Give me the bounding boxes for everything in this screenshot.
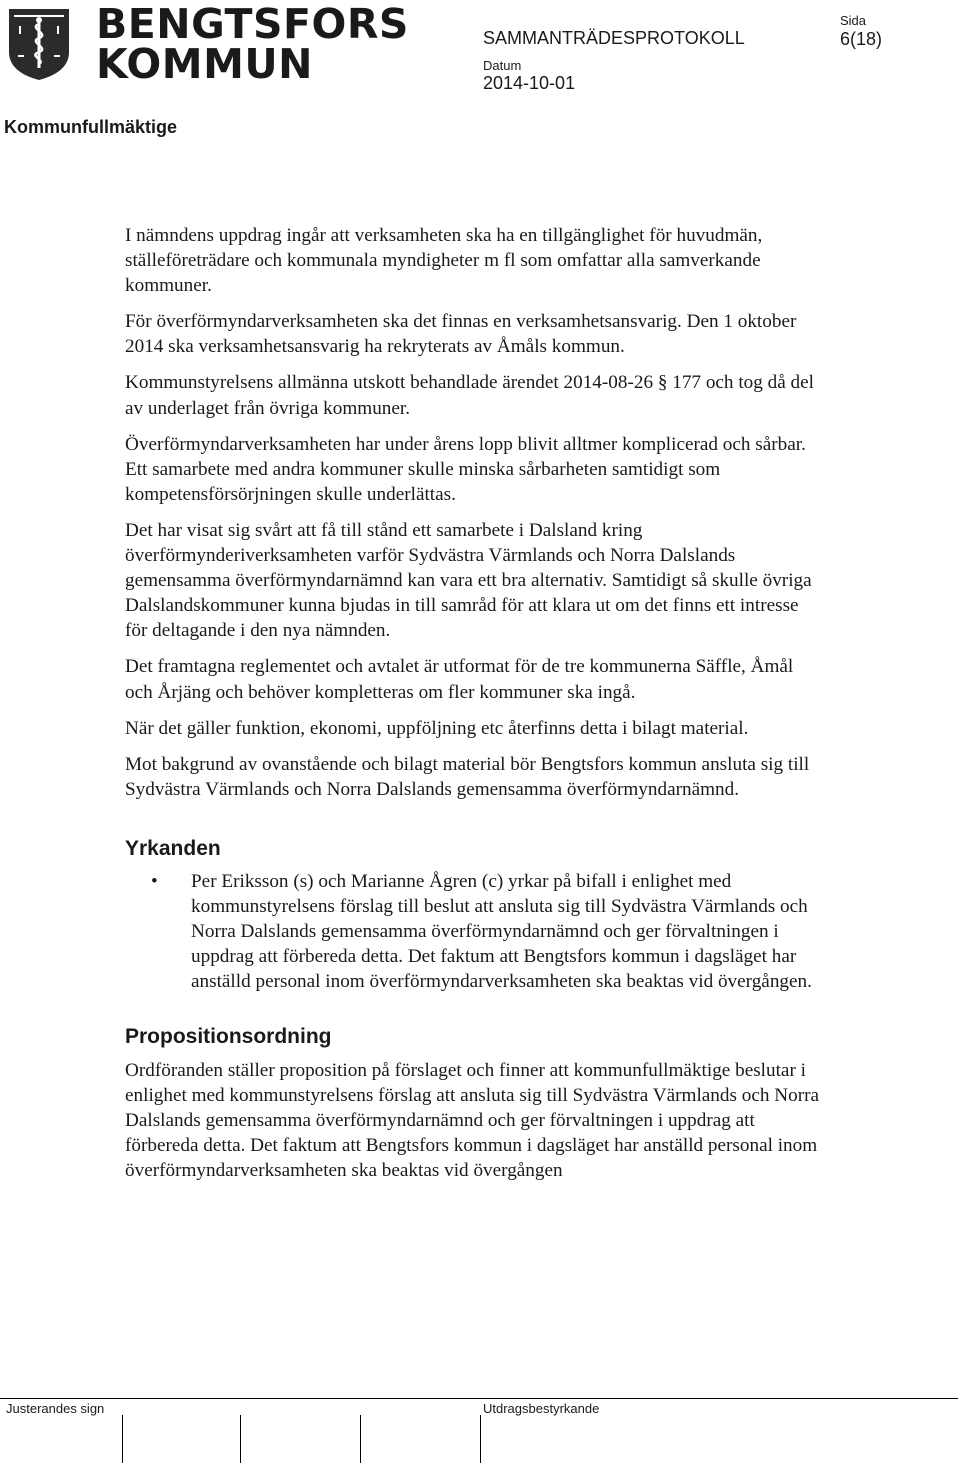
paragraph-sentence: Samtidigt så skulle övriga Dalslandskommuner kunna bjudas in till samråd för att klara ut om det finns ett intresse för deltagande i den nya nämnden. bbox=[125, 570, 812, 642]
signature-box-divider bbox=[240, 1415, 241, 1463]
brand-name-line2: KOMMUN bbox=[96, 40, 313, 88]
certification-label: Utdragsbestyrkande bbox=[483, 1401, 600, 1416]
list-item bbox=[125, 869, 825, 994]
paragraph bbox=[125, 432, 825, 507]
paragraph bbox=[125, 518, 825, 643]
paragraph: Kommunstyrelsens allmänna utskott behandlade ärendet 2014-08-26 § 177 och tog då del av underlaget från övriga kommuner. bbox=[125, 372, 814, 419]
date-label: Datum bbox=[483, 58, 522, 73]
paragraph-sentence: Överförmyndarverksamheten har under årens lopp blivit alltmer komplicerad och sårbar. bbox=[125, 433, 806, 455]
paragraph: Det framtagna reglementet och avtalet är utformat för de tre kommunerna Säffle, Åmål och Årjäng och behöver kompletteras om fler kommuner ska ingå. bbox=[125, 656, 794, 703]
paragraph: Ordföranden ställer proposition på förslaget och finner att kommunfullmäktige beslutar i enlighet med kommunstyrelsens förslag att ansluta sig till Sydvästra Värmlands och Norra Dalslands gemensamma överförmyndarnämnd och ger förvaltningen i uppdrag att förbereda detta. Det faktum att Bengtsfors kommun i dagsläget har anställd personal inom överförmyndarverksamheten ska beaktas vid övergången bbox=[125, 1059, 819, 1181]
signature-label: Justerandes sign bbox=[6, 1401, 105, 1416]
section-heading-propositionsordning: Propositionsordning bbox=[125, 1025, 332, 1049]
paragraph: Mot bakgrund av ovanstående och bilagt material bör Bengtsfors kommun ansluta sig till Sydvästra Värmlands och Norra Dalslands gemensamma överförmyndarnämnd. bbox=[125, 753, 810, 800]
paragraph: I nämndens uppdrag ingår att verksamheten ska ha en tillgänglighet för huvudmän, ställeföreträdare och kommunala myndigheter m fl som omfattar alla samverkande kommuner. bbox=[125, 225, 763, 297]
document-type: SAMMANTRÄDESPROTOKOLL bbox=[483, 28, 745, 48]
date-value: 2014-10-01 bbox=[483, 73, 576, 93]
signature-box-divider bbox=[122, 1415, 123, 1463]
organization-name: Kommunfullmäktige bbox=[4, 117, 178, 137]
document-body bbox=[125, 223, 825, 1194]
paragraph: När det gäller funktion, ekonomi, uppföljning etc återfinns detta i bilagt material. bbox=[125, 717, 749, 739]
municipal-coat-of-arms-icon bbox=[6, 6, 72, 82]
paragraph-sentence: Det har visat sig svårt att få till stånd ett samarbete i Dalsland kring överförmynderiverksamheten varför Sydvästra Värmlands och Norra Dalslands gemensamma överförmyndarnämnd kan vara ett bra alternativ. bbox=[125, 519, 736, 592]
section-heading-yrkanden: Yrkanden bbox=[125, 836, 221, 860]
page-number: 6(18) bbox=[840, 29, 883, 49]
footer-divider bbox=[0, 1398, 958, 1399]
signature-box-divider bbox=[480, 1415, 481, 1463]
brand-name-line1: BENGTSFORS bbox=[96, 0, 409, 48]
page-label: Sida bbox=[840, 13, 867, 28]
bullet-icon: • bbox=[151, 870, 158, 892]
paragraph-sentence: Ett samarbete med andra kommuner skulle minska sårbarheten samtidigt som kompetensförsörjningen skulle underlättas. bbox=[125, 458, 721, 505]
signature-box-divider bbox=[360, 1415, 361, 1463]
list-item-text: Per Eriksson (s) och Marianne Ågren (c) yrkar på bifall i enlighet med kommunstyrelsens förslag till beslut att ansluta sig till Sydvästra Värmlands och Norra Dalslands gemensamma överförmyndarnämnd och ger förvaltningen i uppdrag att förbereda detta. Det faktum att Bengtsfors kommun i dagsläget har anställd personal inom överförmyndarverksamheten ska beaktas vid övergången. bbox=[191, 870, 812, 993]
paragraph: För överförmyndarverksamheten ska det finnas en verksamhetsansvarig. Den 1 oktober 2014 ska verksamhetsansvarig ha rekryterats av Åmåls kommun. bbox=[125, 311, 797, 358]
